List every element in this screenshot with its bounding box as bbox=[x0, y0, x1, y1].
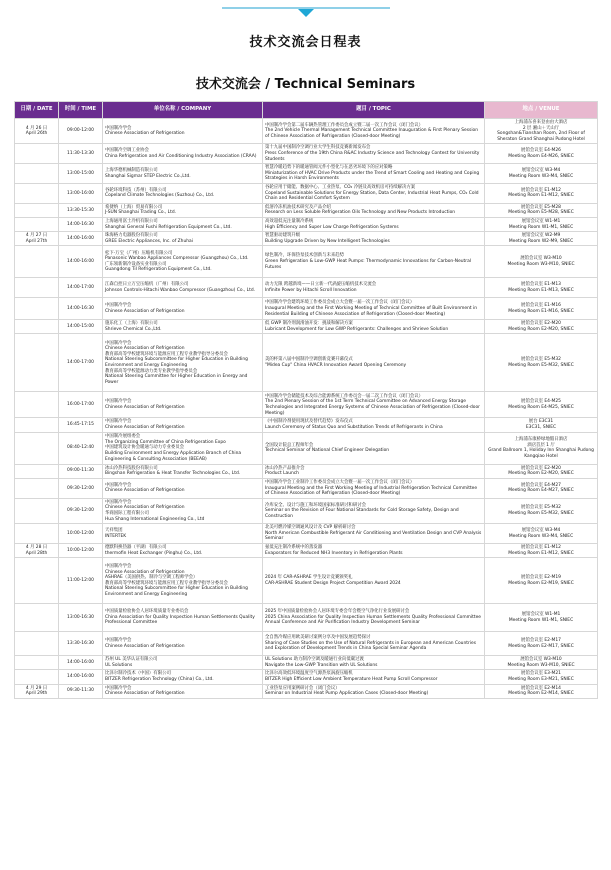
topic-text: 冰山冷热产品推介会 Product Launch bbox=[265, 465, 305, 477]
company-text: 中国制冷展组委会 The Organizing Committee of China Refrigeration Expo 中国建筑设计协会暖通与动力专业委员会 Building Environment and Energy Application Branch of China Engineering & Consulting Association (BEEAB) bbox=[105, 434, 242, 462]
time-text: 08:40-12:40 bbox=[67, 445, 94, 451]
company-text: 中国制冷学会 Chinese Association of Refrigeration bbox=[105, 482, 185, 494]
company-text: 上海华德机械制造有限公司 Shanghai Sigmar STEP Electric Co.,Ltd. bbox=[105, 167, 191, 179]
cell-date bbox=[15, 478, 59, 498]
date-text: 4 月 29 日 April 29th bbox=[25, 685, 48, 697]
topic-text: 智慧驱动建筑升级 Building Upgrade Driven by New Intelligent Technologies bbox=[265, 233, 390, 244]
table-header-row bbox=[15, 102, 598, 119]
cell-venue bbox=[485, 498, 598, 523]
topic-text: 中国制冷学会建筑环境工作委员会成立大会暨一届一次工作会议（闭门会议） Inaugural Meeting and the First Working Meeting of Technical Committee of Built Environment in Residential Building of Chinese Association of Refrigeration (Closed-door Meeting) bbox=[265, 300, 477, 317]
table-row bbox=[15, 183, 598, 203]
down-triangle-icon bbox=[298, 9, 314, 17]
topic-text: 2024 年 CAR-ASHRAE 学生设计竞赛颁奖礼 CAR-ASHRAE Student Design Project Competition Award 2024 bbox=[265, 575, 401, 586]
cell-company bbox=[103, 656, 263, 670]
cell-venue bbox=[485, 558, 598, 604]
cell-company bbox=[103, 464, 263, 478]
cell-date bbox=[15, 670, 59, 684]
cell-date bbox=[15, 119, 59, 144]
cell-company bbox=[103, 278, 263, 298]
time-text: 09:30-12:00 bbox=[67, 508, 94, 514]
venue-text: 展馆会议室 E2-M19 Meeting Room E2-M19, SNIEC bbox=[508, 575, 574, 586]
table-row bbox=[15, 203, 598, 217]
cell-time bbox=[59, 246, 103, 278]
cell-venue bbox=[485, 632, 598, 656]
cell-time bbox=[59, 524, 103, 544]
table-row bbox=[15, 670, 598, 684]
cell-topic bbox=[263, 418, 485, 432]
cell-company bbox=[103, 498, 263, 523]
cell-venue bbox=[485, 246, 598, 278]
topic-text: 中国制冷学会第二届车辆热管理工作委员会成立暨二届一次工作会议（闭门会议） The 2nd Vehicle Thermal Management Technical Committee Inauguration & First Plenary Session of Chinese Association of Refrigeration (Closed-door Meeting) bbox=[265, 122, 479, 139]
cell-time bbox=[59, 432, 103, 464]
cell-company bbox=[103, 544, 263, 558]
cell-company bbox=[103, 524, 263, 544]
cell-venue bbox=[485, 320, 598, 334]
date-text: 4 月 27 日 April 27th bbox=[25, 233, 48, 244]
time-text: 09:30-12:00 bbox=[67, 485, 94, 491]
cell-topic bbox=[263, 464, 485, 478]
table-row bbox=[15, 392, 598, 418]
company-text: 中国制冷空调工业协会 China Refrigeration and Air Conditioning Industry Association (CRAA) bbox=[105, 148, 257, 159]
table-row bbox=[15, 320, 598, 334]
cell-time bbox=[59, 203, 103, 217]
cell-venue bbox=[485, 278, 598, 298]
cell-date bbox=[15, 604, 59, 632]
topic-text: 高效超低充注量制冷系统 High Efficiency and Super Low Charge Refrigeration Systems bbox=[265, 218, 399, 230]
topic-text: 美的杯第八届中国制冷空调创新竞赛开幕仪式 "Midea Cup" China HVACR Innovation Award Opening Ceremony bbox=[265, 357, 407, 368]
venue-text: 展台 E3C31 E3C31, SNIEC bbox=[525, 419, 557, 431]
table-row bbox=[15, 119, 598, 144]
cell-venue bbox=[485, 478, 598, 498]
col-date-header: 日期 / DATE bbox=[15, 102, 59, 119]
cell-date bbox=[15, 432, 59, 464]
venue-text: 展馆会议室 W3-M10 Meeting Room W3-M10, SNIEC bbox=[507, 256, 575, 267]
page-title: 技术交流会 / Technical Seminars bbox=[195, 77, 416, 92]
cell-date bbox=[15, 183, 59, 203]
cell-topic bbox=[263, 217, 485, 231]
cell-venue bbox=[485, 232, 598, 246]
cell-topic bbox=[263, 432, 485, 464]
topic-text: 北美可燃冷媒空调通风设计及 CVP 解析研讨会 North American Combustible Refrigerant Air Conditioning and Ventilation Design and CVP Analysis Seminar bbox=[265, 525, 482, 542]
cell-company bbox=[103, 632, 263, 656]
topic-text: 氨低充注制冷系统中的蒸发器 Evaporators for Reduced NH3 Inventory in Refrigeration Plants bbox=[265, 545, 403, 556]
venue-text: 展馆会议室 W3-M4 Meeting Room W3-M4, SNIEC bbox=[508, 167, 574, 179]
time-text: 13:30-16:30 bbox=[67, 640, 94, 646]
venue-text: 展馆会议室 E4-M25 Meeting Room E4-M25, SNIEC bbox=[508, 399, 574, 410]
cell-venue bbox=[485, 684, 598, 698]
cell-date bbox=[15, 164, 59, 184]
cell-topic bbox=[263, 656, 485, 670]
cell-company bbox=[103, 478, 263, 498]
cell-company bbox=[103, 684, 263, 698]
cell-venue bbox=[485, 524, 598, 544]
topic-text: 绿色制冷，环保热泵技术创新与未来趋势 Green Refrigeration & Low-GWP Heat Pumps: Thermodynamic Innovations for Carbon-Neutral Futures bbox=[265, 253, 471, 270]
venue-text: 展馆会议室 E1-M12 Meeting Room E1-M12, SNIEC bbox=[508, 545, 574, 556]
company-text: 谷轮环境科技（苏州）有限公司 Copeland Climate Technologies (Suzhou) Co., Ltd. bbox=[105, 187, 215, 199]
cell-venue bbox=[485, 604, 598, 632]
venue-text: 展馆会议室 E1-M12 Meeting Room E1-M12, SNIEC bbox=[508, 187, 574, 199]
topic-text: 全自然冷媒应用欧美研讨案例分享及中国发展趋势探讨 Sharing of Case Studies on the Use of Natural Refrigerants in European and American Countries and Exploration of Development Trends in China Special Seminar Agenda bbox=[265, 635, 476, 652]
topic-text: 2025 年中国质量检验协会人居环境专委会年会暨空气净化行业发展研讨会 2025 China Association for Quality Inspection Human Settlements Quality Professional Committee Annual Conference and Air Purification Industry Development Seminar bbox=[265, 609, 481, 626]
cell-date bbox=[15, 320, 59, 334]
cell-topic bbox=[263, 232, 485, 246]
cell-date bbox=[15, 656, 59, 670]
company-text: 中国制冷学会 Chinese Association of Refrigeration bbox=[105, 419, 185, 431]
cell-date bbox=[15, 524, 59, 544]
company-text: 中国制冷学会 Chinese Association of Refrigeration bbox=[105, 125, 185, 137]
company-text: 施乐化工（上海）有限公司 Shrieve Chemical Co.,Ltd. bbox=[105, 321, 162, 332]
cell-company bbox=[103, 183, 263, 203]
company-text: 松下·万宝（广州）压缩机有限公司 Panasonic Wanbao Appliances Compressor (Guangzhou) Co., Ltd. 广东领新制冷设备实业有限公司 Guangdong Til Refrigeration Equipment Co., Ltd. bbox=[105, 250, 249, 273]
topic-text: 工业热泵应用案例研讨会（闭门会议） Seminar on Industrial Heat Pump Application Cases (Closed-door Meeting) bbox=[265, 685, 429, 697]
topic-text: 第十九届中国制冷空调行业大学生科技竞赛新闻发布会 Press Conference of the 19th China R&AC Industry Science and Technology Contest for University Students bbox=[265, 145, 480, 162]
company-text: 天祥集团 INTERTEK bbox=[105, 528, 127, 539]
topic-text: 低溶冷冻机油技术研究及产品介绍 Research on Less Soluble Refrigeration Oils Technology and New Products Introduction bbox=[265, 204, 456, 216]
cell-topic bbox=[263, 684, 485, 698]
time-text: 10:00-12:00 bbox=[67, 530, 94, 536]
topic-text: 全国设计院总工程师年会 Technical Seminar of National Chief Engineer Delegation bbox=[265, 442, 390, 454]
cell-topic bbox=[263, 278, 485, 298]
cell-time bbox=[59, 232, 103, 246]
table-row bbox=[15, 604, 598, 632]
table-row bbox=[15, 418, 598, 432]
topic-text: 智慧冷暖趋势下的暖通管阀元件小型化与在恶劣环境下的应对策略 Miniaturization of HVAC Drive Products under the Trend of Smart Cooling and Heating and Coping Strategies in Harsh Environments bbox=[265, 165, 480, 182]
cell-date bbox=[15, 418, 59, 432]
cell-topic bbox=[263, 164, 485, 184]
cell-date bbox=[15, 298, 59, 320]
time-text: 14:00-16:00 bbox=[67, 235, 94, 241]
venue-text: 展馆会议室 W1-M1 Meeting Room W1-M1, SNIEC bbox=[508, 612, 574, 623]
cell-company bbox=[103, 418, 263, 432]
cell-company bbox=[103, 334, 263, 392]
cell-venue bbox=[485, 418, 598, 432]
cell-time bbox=[59, 684, 103, 698]
venue-text: 展馆会议室 W1-M1 Meeting Room W1-M1, SNIEC bbox=[508, 218, 574, 230]
table-row bbox=[15, 478, 598, 498]
date-text: 4 月 28 日 April 28th bbox=[25, 545, 48, 556]
topic-text: 比泽尔高效低环境温度空气源热泵涡旋压缩机 BITZER High Efficient Low Ambient Temperature Heat Pump Scroll Compressor bbox=[265, 671, 438, 682]
col-time-header: 时间 / TIME bbox=[59, 102, 103, 119]
cell-date bbox=[15, 217, 59, 231]
cell-company bbox=[103, 246, 263, 278]
time-text: 14:00-17:00 bbox=[67, 360, 94, 366]
time-text: 14:00-16:30 bbox=[67, 305, 94, 311]
col-venue-header: 地点 / VENUE bbox=[485, 102, 598, 119]
cell-topic bbox=[263, 498, 485, 523]
cell-venue bbox=[485, 392, 598, 418]
venue-text: 展馆会议室 E4-M27 Meeting Room E4-M27, SNIEC bbox=[508, 482, 574, 494]
cell-date bbox=[15, 464, 59, 478]
cell-time bbox=[59, 144, 103, 164]
cell-topic bbox=[263, 320, 485, 334]
cell-company bbox=[103, 232, 263, 246]
cell-time bbox=[59, 498, 103, 523]
cell-topic bbox=[263, 544, 485, 558]
cell-topic bbox=[263, 144, 485, 164]
time-text: 09:00-12:00 bbox=[67, 128, 94, 134]
cell-date bbox=[15, 246, 59, 278]
cell-time bbox=[59, 119, 103, 144]
time-text: 14:00-16:30 bbox=[67, 221, 94, 227]
cell-date bbox=[15, 498, 59, 523]
cell-topic bbox=[263, 334, 485, 392]
cell-time bbox=[59, 392, 103, 418]
cell-date bbox=[15, 684, 59, 698]
table-row bbox=[15, 656, 598, 670]
cell-time bbox=[59, 670, 103, 684]
table-row bbox=[15, 164, 598, 184]
topic-text: 低 GWP 制冷剂润滑油开发：挑战和解决方案 Lubricant Development for Low GWP Refrigerants: Challenges and Shrieve Solution bbox=[265, 321, 449, 332]
cell-topic bbox=[263, 119, 485, 144]
cell-topic bbox=[263, 478, 485, 498]
cell-date bbox=[15, 392, 59, 418]
cell-venue bbox=[485, 334, 598, 392]
table-row bbox=[15, 334, 598, 392]
cell-topic bbox=[263, 670, 485, 684]
cell-company bbox=[103, 604, 263, 632]
cell-company bbox=[103, 164, 263, 184]
cell-topic bbox=[263, 604, 485, 632]
seminar-table bbox=[14, 101, 598, 699]
cell-time bbox=[59, 183, 103, 203]
venue-text: 展馆会议室 E5-M32 Meeting Room E5-M32, SNIEC bbox=[508, 505, 574, 517]
cell-time bbox=[59, 478, 103, 498]
venue-text: 展馆会议室 E5-M32 Meeting Room E5-M32, SNIEC bbox=[508, 357, 574, 368]
venue-text: 上海浦东喜来登由由大酒店 2 层 湘山＋天山厅 Songshan&Tianshan Room, 2nd Floor of Sheraton Grand Shanghai Pudong Hotel bbox=[497, 120, 585, 142]
cell-date bbox=[15, 558, 59, 604]
company-text: 江森自控日立万宝压缩机（广州）有限公司 Johnson Controls-Hitachi Wanbao Compressor (Guangzhou) Co., Ltd. bbox=[105, 282, 256, 293]
table-row bbox=[15, 524, 598, 544]
time-text: 13:00-16:30 bbox=[67, 614, 94, 620]
cell-topic bbox=[263, 298, 485, 320]
venue-text: 展馆会议室 E2-M17 Meeting Room E2-M17, SNIEC bbox=[508, 638, 574, 649]
venue-text: 展馆会议室 E2-M20 Meeting Room E2-M20, SNIEC bbox=[508, 321, 574, 332]
cell-date bbox=[15, 544, 59, 558]
date-text: 4 月 26 日 April 26th bbox=[25, 125, 48, 137]
company-text: 中国制冷学会 Chinese Association of Refrigeration bbox=[105, 303, 185, 314]
cell-time bbox=[59, 278, 103, 298]
venue-text: 展馆会议室 W3-M10 Meeting Room W3-M10, SNIEC bbox=[507, 657, 575, 668]
cell-venue bbox=[485, 183, 598, 203]
cell-date bbox=[15, 203, 59, 217]
venue-text: 展馆会议室 E5-M28 Meeting Room E5-M28, SNIEC bbox=[508, 204, 574, 216]
cell-time bbox=[59, 217, 103, 231]
time-text: 16:00-17:00 bbox=[67, 402, 94, 408]
cell-time bbox=[59, 656, 103, 670]
cell-topic bbox=[263, 246, 485, 278]
venue-text: 展馆会议室 E4-M26 Meeting Room E4-M26, SNIEC bbox=[508, 148, 574, 159]
cell-time bbox=[59, 320, 103, 334]
cell-venue bbox=[485, 464, 598, 478]
table-row bbox=[15, 498, 598, 523]
venue-text: 展馆会议室 E2-M14 Meeting Room E2-M14, SNIEC bbox=[508, 685, 574, 697]
table-row bbox=[15, 684, 598, 698]
venue-text: 展馆会议室 W3-M4 Meeting Room W3-M4, SNIEC bbox=[508, 528, 574, 539]
table-body bbox=[15, 119, 598, 699]
table-row bbox=[15, 144, 598, 164]
cell-topic bbox=[263, 203, 485, 217]
cell-venue bbox=[485, 144, 598, 164]
cell-company bbox=[103, 119, 263, 144]
cell-venue bbox=[485, 164, 598, 184]
venue-text: 展馆会议室 E3-M21 Meeting Room E3-M21, SNIEC bbox=[508, 671, 574, 682]
cell-time bbox=[59, 558, 103, 604]
company-text: 中国制冷学会 Chinese Association of Refrigeration ASHRAE（美国供热、制冷与空调工程师学会） 教育部高等学校建筑环境与能源应用工程专业教学指导分委员会 National Steering Subcommittee for Higher Education in Building Environment and Energy Engineering bbox=[105, 563, 248, 597]
cell-topic bbox=[263, 392, 485, 418]
time-text: 14:00-17:00 bbox=[67, 284, 94, 290]
table-row bbox=[15, 544, 598, 558]
time-text: 09:00-11:30 bbox=[67, 468, 94, 474]
cell-company bbox=[103, 558, 263, 604]
cell-venue bbox=[485, 670, 598, 684]
company-text: 中国制冷学会 Chinese Association of Refrigeration 华商国际工程有限公司 Hua Shang International Engineering Co., Ltd bbox=[105, 499, 205, 522]
company-text: 苏州 UL 美华认证有限公司 UL Solutions bbox=[105, 657, 158, 668]
table-row bbox=[15, 232, 598, 246]
cell-date bbox=[15, 334, 59, 392]
cell-time bbox=[59, 418, 103, 432]
cell-date bbox=[15, 144, 59, 164]
company-text: 珠海格力电器股份有限公司 GREE Electric Appliances, Inc. of Zhuhai bbox=[105, 233, 193, 244]
col-company-header: 单位名称 / COMPANY bbox=[103, 102, 263, 119]
time-text: 16:45-17:15 bbox=[67, 422, 94, 428]
cell-venue bbox=[485, 656, 598, 670]
cell-topic bbox=[263, 183, 485, 203]
table-row bbox=[15, 558, 598, 604]
table-row bbox=[15, 278, 598, 298]
company-text: 中国制冷学会 Chinese Association of Refrigeration bbox=[105, 399, 185, 410]
venue-text: 展馆会议室 E2-M20 Meeting Room E2-M20, SNIEC bbox=[508, 465, 574, 477]
cell-company bbox=[103, 392, 263, 418]
table-row bbox=[15, 298, 598, 320]
cell-topic bbox=[263, 558, 485, 604]
topic-text: 《中国制冷剂使用现状及替代趋势》发布仪式 Launch Ceremony of Status Quo and Substitution Trends of Refrigerants in China bbox=[265, 419, 443, 431]
cell-time bbox=[59, 334, 103, 392]
cell-time bbox=[59, 604, 103, 632]
company-text: 中国制冷学会 Chinese Association of Refrigeration bbox=[105, 685, 185, 697]
table-row bbox=[15, 432, 598, 464]
cell-venue bbox=[485, 544, 598, 558]
topic-text: UL Solutions 助力制冷空调及暖通行业向低碳过渡 Navigate the Low-GWP Transition with UL Solutions bbox=[265, 657, 378, 668]
col-topic-header: 题目 / TOPIC bbox=[263, 102, 485, 119]
time-text: 13:30-15:30 bbox=[67, 207, 94, 213]
cell-venue bbox=[485, 217, 598, 231]
venue-text: 展馆会议室 W2-M9 Meeting Room W2-M9, SNIEC bbox=[508, 233, 574, 244]
venue-text: 展馆会议室 E1-M16 Meeting Room E1-M16, SNIEC bbox=[508, 303, 574, 314]
table-row bbox=[15, 632, 598, 656]
cell-time bbox=[59, 544, 103, 558]
cell-date bbox=[15, 632, 59, 656]
time-text: 11:30-13:30 bbox=[67, 150, 94, 156]
company-text: 德默科换热器（平湖）有限公司 thermofin Heat Exchanger (Pinghu) Co., Ltd. bbox=[105, 545, 203, 556]
cell-company bbox=[103, 203, 263, 217]
time-text: 13:00-16:00 bbox=[67, 190, 94, 196]
company-text: 上海通用富士冷机有限公司 Shanghai General Fushi Refrigeration Equipment Co., Ltd. bbox=[105, 218, 232, 230]
topic-text: 中国制冷学会储能技术及综合能源系统工作委员会一届二次工作会议（闭门会议） The 2nd Plenary Session of the 1st Term Technical Committee on Advanced Energy Storage Technologies and Integrated Energy Systems of Chinese Association of Refrigeration (Closed-door Meeting) bbox=[265, 393, 480, 416]
cell-company bbox=[103, 298, 263, 320]
page-subtitle: 技术交流会日程表 bbox=[249, 35, 362, 50]
table-row bbox=[15, 464, 598, 478]
cell-topic bbox=[263, 524, 485, 544]
cell-time bbox=[59, 164, 103, 184]
cell-venue bbox=[485, 432, 598, 464]
company-text: 中国制冷学会 Chinese Association of Refrigeration bbox=[105, 638, 185, 649]
cell-company bbox=[103, 217, 263, 231]
cell-date bbox=[15, 232, 59, 246]
cell-company bbox=[103, 670, 263, 684]
topic-text: 冷库安全、设计与施工和环境国家标准研讨和研讨会 Seminar on the Revision of Four National Standards for Cold Storage Safety, Design and Construction bbox=[265, 502, 459, 519]
time-text: 13:00-15:00 bbox=[67, 170, 94, 176]
topic-text: 中国制冷学会工业制冷工作委员会成立大会暨一届一次工作会议（闭门会议） Inaugural Meeting and the First Working Meeting of Industrial Refrigeration Technical Committee of Chinese Association of Refrigeration (Closed-door Meeting) bbox=[265, 479, 478, 497]
venue-text: 展馆会议室 E1-M13 Meeting Room E1-M13, SNIEC bbox=[508, 282, 574, 293]
time-text: 14:00-15:00 bbox=[67, 324, 94, 330]
cell-company bbox=[103, 432, 263, 464]
table-row bbox=[15, 217, 598, 231]
company-text: 中国质量检验协会人居环境质量专业委员会 China Association for Quality Inspection Human Settlements Quality Professional Committee bbox=[105, 609, 255, 626]
topic-text: 谷轮应用于储能、数据中心、工业热泵、CO₂ 冷链及高效机房可持续解决方案 Copeland Sustainable Solutions for Energy Station, Data Center, Industrial Heat Pumps, CO₂ Cold Chain and Residential Comfort System bbox=[265, 184, 479, 202]
cell-topic bbox=[263, 632, 485, 656]
cell-venue bbox=[485, 298, 598, 320]
company-text: 希捷纳（上海）贸易有限公司 J-SUN Shanghai Trading Co., Ltd. bbox=[105, 204, 177, 216]
cell-time bbox=[59, 464, 103, 478]
venue-text: 上海浦东康桥绿地假日酒店 酒店首层 1 厅 Grand Ballroom 1, Holiday Inn Shanghai Pudong Kangqiao Hotel bbox=[488, 436, 594, 459]
cell-company bbox=[103, 144, 263, 164]
company-text: 冰山冷热科技股份有限公司 Bingshan Refrigeration & Heat Transfer Technologies Co., Ltd. bbox=[105, 465, 241, 477]
table-row bbox=[15, 246, 598, 278]
time-text: 14:00-16:00 bbox=[67, 674, 94, 680]
cell-date bbox=[15, 278, 59, 298]
time-text: 11:00-12:00 bbox=[67, 577, 94, 583]
company-text: 比泽尔制冷技术（中国）有限公司 BITZER Refrigeration Technology (China) Co., Ltd. bbox=[105, 671, 214, 682]
time-text: 10:00-12:00 bbox=[67, 547, 94, 553]
cell-venue bbox=[485, 203, 598, 217]
company-text: 中国制冷学会 Chinese Association of Refrigeration 教育部高等学校建筑环境与能源应用工程专业教学指导分委员会 National Steering Subcommittee for Higher Education in Building Environment and Energy Engineering 教育部高等学校能源动力类专业教学指导委员会 National Steering Committee for Higher Education in Energy and Power bbox=[105, 340, 248, 385]
time-text: 14:00-16:00 bbox=[67, 258, 94, 264]
cell-venue bbox=[485, 119, 598, 144]
cell-company bbox=[103, 320, 263, 334]
cell-time bbox=[59, 298, 103, 320]
time-text: 09:30-11:30 bbox=[67, 688, 94, 694]
cell-time bbox=[59, 632, 103, 656]
time-text: 14:00-16:00 bbox=[67, 659, 94, 665]
topic-text: 动力无限 跨越新境——日立新一代涡旋压缩机技术交流会 Infinite Power by Hitachi Scroll Innovation bbox=[265, 282, 377, 293]
